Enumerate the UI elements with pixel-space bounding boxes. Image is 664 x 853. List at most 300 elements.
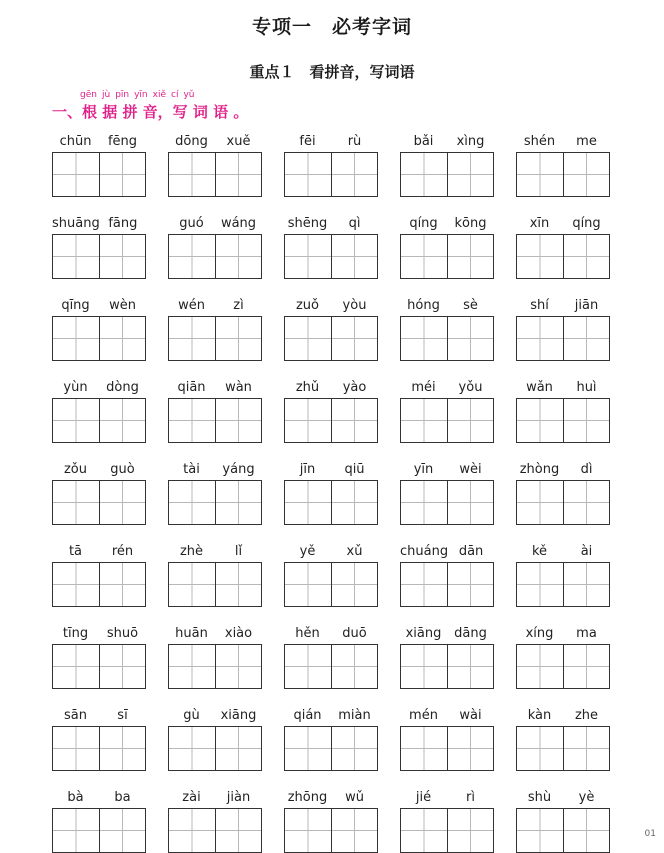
writing-cell[interactable] <box>331 563 378 606</box>
writing-cell[interactable] <box>447 727 494 770</box>
pinyin-syllable: zhe <box>574 708 599 723</box>
pinyin-row <box>516 132 610 150</box>
word-item <box>168 624 262 689</box>
writing-cell[interactable] <box>517 727 563 770</box>
pinyin-syllable: mén <box>409 708 438 723</box>
pinyin-syllable: shí <box>530 298 549 313</box>
writing-cell[interactable] <box>53 317 99 360</box>
pinyin-row <box>284 460 378 478</box>
writing-cell[interactable] <box>215 809 262 852</box>
writing-cell[interactable] <box>401 563 447 606</box>
pinyin-row <box>52 296 146 314</box>
pinyin-syllable: dōng <box>175 134 208 149</box>
writing-cell[interactable] <box>215 317 262 360</box>
pinyin-row <box>168 460 262 478</box>
pinyin-syllable: jié <box>415 790 432 805</box>
word-item <box>516 132 610 197</box>
writing-cell[interactable] <box>53 153 99 196</box>
word-item <box>284 624 378 689</box>
tianzige-boxes <box>400 644 494 689</box>
pinyin-row <box>284 296 378 314</box>
tianzige-boxes <box>284 234 378 279</box>
writing-cell[interactable] <box>285 563 331 606</box>
instruction-pinyin <box>80 90 200 100</box>
pinyin-syllable: wén <box>178 298 205 313</box>
writing-cell[interactable] <box>563 563 610 606</box>
pinyin-row <box>516 296 610 314</box>
pinyin-syllable: zhōng <box>287 790 328 805</box>
tianzige-boxes <box>284 808 378 853</box>
writing-cell[interactable] <box>215 399 262 442</box>
writing-cell[interactable] <box>563 645 610 688</box>
writing-cell[interactable] <box>285 317 331 360</box>
writing-cell[interactable] <box>517 153 563 196</box>
writing-cell[interactable] <box>169 481 215 524</box>
page-number: 01 <box>644 829 656 839</box>
pinyin-syllable: xìng <box>456 134 485 149</box>
pinyin-syllable: tài <box>183 462 200 477</box>
word-item <box>52 460 146 525</box>
writing-cell[interactable] <box>563 481 610 524</box>
writing-cell[interactable] <box>99 809 146 852</box>
pinyin-syllable: xíng <box>525 626 554 641</box>
writing-cell[interactable] <box>401 727 447 770</box>
writing-cell[interactable] <box>401 481 447 524</box>
tianzige-boxes <box>168 316 262 361</box>
pinyin-syllable: wèn <box>109 298 136 313</box>
writing-cell[interactable] <box>215 235 262 278</box>
pinyin-syllable: xiào <box>224 626 253 641</box>
writing-cell[interactable] <box>99 481 146 524</box>
pinyin-row <box>400 624 494 642</box>
pinyin-syllable: fāng <box>108 216 138 231</box>
pinyin-syllable: kōng <box>454 216 487 231</box>
instruction-pinyin-syllable: cí <box>171 90 179 100</box>
writing-cell[interactable] <box>99 399 146 442</box>
writing-cell[interactable] <box>517 317 563 360</box>
writing-cell[interactable] <box>563 235 610 278</box>
pinyin-syllable: qíng <box>409 216 438 231</box>
pinyin-syllable: duō <box>342 626 367 641</box>
pinyin-syllable: zuǒ <box>295 298 320 313</box>
writing-cell[interactable] <box>53 399 99 442</box>
tianzige-boxes <box>284 726 378 771</box>
writing-cell[interactable] <box>99 235 146 278</box>
pinyin-row <box>168 788 262 806</box>
writing-cell[interactable] <box>401 809 447 852</box>
pinyin-syllable: shuō <box>106 626 139 641</box>
pinyin-syllable: gù <box>183 708 200 723</box>
writing-cell[interactable] <box>99 153 146 196</box>
tianzige-boxes <box>168 726 262 771</box>
word-item <box>52 378 146 443</box>
pinyin-row <box>516 214 610 232</box>
writing-cell[interactable] <box>447 645 494 688</box>
tianzige-boxes <box>516 316 610 361</box>
pinyin-syllable: yào <box>342 380 367 395</box>
pinyin-syllable: me <box>576 134 597 149</box>
tianzige-boxes <box>284 480 378 525</box>
pinyin-syllable: bà <box>67 790 84 805</box>
writing-cell[interactable] <box>447 563 494 606</box>
pinyin-syllable: dān <box>458 544 484 559</box>
writing-cell[interactable] <box>285 153 331 196</box>
writing-cell[interactable] <box>169 317 215 360</box>
tianzige-boxes <box>516 480 610 525</box>
pinyin-syllable: yáng <box>222 462 255 477</box>
pinyin-row <box>284 214 378 232</box>
tianzige-boxes <box>400 562 494 607</box>
pinyin-syllable: qián <box>293 708 322 723</box>
pinyin-syllable: wài <box>459 708 482 723</box>
pinyin-row <box>516 460 610 478</box>
writing-cell[interactable] <box>99 727 146 770</box>
pinyin-row <box>168 706 262 724</box>
tianzige-boxes <box>284 398 378 443</box>
pinyin-syllable: hóng <box>407 298 440 313</box>
pinyin-syllable: chuáng <box>400 544 449 559</box>
pinyin-row <box>400 460 494 478</box>
tianzige-boxes <box>516 562 610 607</box>
pinyin-row <box>400 542 494 560</box>
writing-cell[interactable] <box>215 727 262 770</box>
tianzige-boxes <box>400 398 494 443</box>
word-item <box>400 214 494 279</box>
word-item <box>516 296 610 361</box>
pinyin-syllable: qì <box>348 216 361 231</box>
tianzige-boxes <box>52 480 146 525</box>
pinyin-syllable: xuě <box>226 134 251 149</box>
instruction-pinyin-syllable: xiě <box>152 90 167 100</box>
writing-cell[interactable] <box>563 153 610 196</box>
word-item <box>400 624 494 689</box>
pinyin-syllable: zhè <box>179 544 204 559</box>
writing-cell[interactable] <box>401 399 447 442</box>
tianzige-boxes <box>52 398 146 443</box>
writing-cell[interactable] <box>447 153 494 196</box>
tianzige-boxes <box>400 726 494 771</box>
word-item <box>284 460 378 525</box>
word-item <box>516 706 610 771</box>
word-item <box>516 788 610 853</box>
pinyin-syllable: jiàn <box>226 790 251 805</box>
writing-cell[interactable] <box>285 481 331 524</box>
tianzige-boxes <box>168 562 262 607</box>
word-item <box>284 296 378 361</box>
tianzige-boxes <box>516 234 610 279</box>
writing-cell[interactable] <box>563 317 610 360</box>
writing-cell[interactable] <box>563 809 610 852</box>
tianzige-boxes <box>400 234 494 279</box>
writing-cell[interactable] <box>53 809 99 852</box>
word-item <box>168 214 262 279</box>
writing-cell[interactable] <box>331 399 378 442</box>
word-item <box>168 132 262 197</box>
writing-cell[interactable] <box>53 645 99 688</box>
tianzige-boxes <box>400 808 494 853</box>
tianzige-boxes <box>168 480 262 525</box>
writing-cell[interactable] <box>447 317 494 360</box>
pinyin-syllable: xiāng <box>220 708 257 723</box>
word-item <box>284 706 378 771</box>
pinyin-syllable: yě <box>299 544 316 559</box>
pinyin-syllable: wǔ <box>345 790 364 805</box>
writing-cell[interactable] <box>331 235 378 278</box>
writing-cell[interactable] <box>285 809 331 852</box>
tianzige-boxes <box>284 152 378 197</box>
word-item <box>400 788 494 853</box>
writing-cell[interactable] <box>517 563 563 606</box>
pinyin-row <box>400 706 494 724</box>
writing-cell[interactable] <box>331 481 378 524</box>
instruction-pinyin-syllable: yīn <box>134 90 148 100</box>
instruction-pinyin-syllable: gēn <box>80 90 97 100</box>
writing-cell[interactable] <box>517 235 563 278</box>
pinyin-row <box>284 378 378 396</box>
writing-cell[interactable] <box>401 153 447 196</box>
pinyin-syllable: rù <box>347 134 362 149</box>
tianzige-boxes <box>52 644 146 689</box>
word-item <box>400 706 494 771</box>
pinyin-row <box>52 624 146 642</box>
writing-cell[interactable] <box>517 481 563 524</box>
writing-cell[interactable] <box>517 399 563 442</box>
pinyin-syllable: yùn <box>63 380 88 395</box>
writing-cell[interactable] <box>215 153 262 196</box>
tianzige-boxes <box>168 398 262 443</box>
tianzige-boxes <box>168 152 262 197</box>
writing-cell[interactable] <box>99 317 146 360</box>
word-item <box>168 460 262 525</box>
word-item <box>516 460 610 525</box>
pinyin-syllable: wǎn <box>526 380 553 395</box>
word-item <box>400 132 494 197</box>
writing-cell[interactable] <box>169 645 215 688</box>
pinyin-syllable: ba <box>114 790 131 805</box>
writing-cell[interactable] <box>285 399 331 442</box>
pinyin-row <box>168 214 262 232</box>
word-item <box>284 132 378 197</box>
pinyin-syllable: yòu <box>342 298 367 313</box>
pinyin-syllable: zǒu <box>63 462 88 477</box>
writing-cell[interactable] <box>99 563 146 606</box>
pinyin-syllable: sān <box>64 708 87 723</box>
word-item <box>52 296 146 361</box>
instruction-pinyin-syllable: yǔ <box>183 90 195 100</box>
pinyin-row <box>168 132 262 150</box>
writing-cell[interactable] <box>331 809 378 852</box>
word-item <box>52 132 146 197</box>
word-item <box>52 624 146 689</box>
tianzige-boxes <box>168 234 262 279</box>
pinyin-syllable: fēi <box>299 134 316 149</box>
tianzige-boxes <box>52 726 146 771</box>
word-item <box>52 214 146 279</box>
word-item <box>284 788 378 853</box>
word-item <box>284 214 378 279</box>
tianzige-boxes <box>400 152 494 197</box>
pinyin-syllable: ài <box>580 544 593 559</box>
word-item <box>168 542 262 607</box>
writing-cell[interactable] <box>447 481 494 524</box>
writing-cell[interactable] <box>401 235 447 278</box>
writing-cell[interactable] <box>401 317 447 360</box>
pinyin-syllable: fēng <box>107 134 138 149</box>
pinyin-syllable: tā <box>68 544 83 559</box>
writing-cell[interactable] <box>53 235 99 278</box>
pinyin-row <box>52 460 146 478</box>
writing-cell[interactable] <box>285 645 331 688</box>
writing-cell[interactable] <box>99 645 146 688</box>
pinyin-syllable: wàn <box>225 380 252 395</box>
pinyin-row <box>516 624 610 642</box>
pinyin-row <box>52 214 146 232</box>
pinyin-row <box>516 378 610 396</box>
word-item <box>516 378 610 443</box>
writing-cell[interactable] <box>401 645 447 688</box>
word-item <box>516 542 610 607</box>
tianzige-boxes <box>516 152 610 197</box>
page-title: 专项一 必考字词 <box>251 16 412 38</box>
word-item <box>516 214 610 279</box>
pinyin-syllable: jīn <box>299 462 316 477</box>
pinyin-syllable: qíng <box>572 216 601 231</box>
pinyin-syllable: hěn <box>295 626 320 641</box>
writing-cell[interactable] <box>215 563 262 606</box>
pinyin-row <box>52 542 146 560</box>
pinyin-syllable: kàn <box>527 708 552 723</box>
word-item <box>168 788 262 853</box>
word-item <box>52 788 146 853</box>
pinyin-syllable: zài <box>182 790 201 805</box>
writing-cell[interactable] <box>169 153 215 196</box>
pinyin-syllable: ma <box>576 626 597 641</box>
tianzige-boxes <box>52 152 146 197</box>
pinyin-syllable: wáng <box>220 216 257 231</box>
pinyin-row <box>168 296 262 314</box>
pinyin-row <box>52 706 146 724</box>
pinyin-syllable: kě <box>531 544 548 559</box>
tianzige-boxes <box>516 398 610 443</box>
word-item <box>52 542 146 607</box>
pinyin-syllable: huān <box>175 626 208 641</box>
pinyin-row <box>284 706 378 724</box>
writing-cell[interactable] <box>517 809 563 852</box>
pinyin-row <box>168 624 262 642</box>
writing-cell[interactable] <box>53 727 99 770</box>
pinyin-row <box>284 624 378 642</box>
word-item <box>400 460 494 525</box>
tianzige-boxes <box>284 644 378 689</box>
pinyin-syllable: wèi <box>459 462 482 477</box>
pinyin-syllable: qīng <box>61 298 90 313</box>
tianzige-boxes <box>168 808 262 853</box>
pinyin-row <box>52 788 146 806</box>
word-item <box>52 706 146 771</box>
word-item <box>284 378 378 443</box>
writing-cell[interactable] <box>215 481 262 524</box>
pinyin-syllable: dòng <box>106 380 139 395</box>
tianzige-boxes <box>52 316 146 361</box>
writing-cell[interactable] <box>285 235 331 278</box>
tianzige-boxes <box>516 644 610 689</box>
writing-cell[interactable] <box>169 399 215 442</box>
word-item <box>400 542 494 607</box>
pinyin-syllable: zì <box>233 298 244 313</box>
writing-cell[interactable] <box>331 727 378 770</box>
pinyin-row <box>516 706 610 724</box>
pinyin-syllable: xīn <box>529 216 550 231</box>
pinyin-syllable: qiān <box>177 380 206 395</box>
writing-cell[interactable] <box>169 235 215 278</box>
writing-cell[interactable] <box>215 645 262 688</box>
pinyin-syllable: zhòng <box>519 462 560 477</box>
writing-cell[interactable] <box>563 399 610 442</box>
instruction-pinyin-syllable: jù <box>101 90 111 100</box>
pinyin-syllable: rì <box>466 790 475 805</box>
tianzige-boxes <box>516 808 610 853</box>
writing-cell[interactable] <box>447 235 494 278</box>
word-item <box>168 378 262 443</box>
pinyin-syllable: sè <box>463 298 478 313</box>
word-item <box>168 706 262 771</box>
writing-cell[interactable] <box>331 153 378 196</box>
pinyin-row <box>52 378 146 396</box>
pinyin-row <box>400 214 494 232</box>
pinyin-row <box>400 296 494 314</box>
word-item <box>400 296 494 361</box>
pinyin-syllable: jiān <box>574 298 599 313</box>
tianzige-boxes <box>400 480 494 525</box>
pinyin-syllable: zhǔ <box>295 380 320 395</box>
writing-cell[interactable] <box>447 399 494 442</box>
tianzige-boxes <box>284 316 378 361</box>
writing-cell[interactable] <box>169 563 215 606</box>
writing-cell[interactable] <box>169 809 215 852</box>
pinyin-syllable: shuāng <box>52 216 100 231</box>
pinyin-syllable: qiū <box>344 462 365 477</box>
pinyin-syllable: tīng <box>62 626 89 641</box>
writing-cell[interactable] <box>169 727 215 770</box>
pinyin-row <box>168 378 262 396</box>
pinyin-syllable: shēng <box>287 216 328 231</box>
pinyin-syllable: yǒu <box>458 380 483 395</box>
pinyin-row <box>516 542 610 560</box>
tianzige-boxes <box>400 316 494 361</box>
pinyin-syllable: dì <box>580 462 593 477</box>
pinyin-syllable: guó <box>179 216 204 231</box>
pinyin-row <box>284 132 378 150</box>
pinyin-syllable: dāng <box>454 626 487 641</box>
writing-cell[interactable] <box>285 727 331 770</box>
instruction-pinyin-syllable: pīn <box>115 90 130 100</box>
writing-cell[interactable] <box>53 563 99 606</box>
pinyin-row <box>400 788 494 806</box>
writing-cell[interactable] <box>517 645 563 688</box>
pinyin-syllable: rén <box>111 544 134 559</box>
word-item <box>168 296 262 361</box>
pinyin-syllable: sī <box>117 708 128 723</box>
tianzige-boxes <box>52 234 146 279</box>
writing-cell[interactable] <box>331 317 378 360</box>
writing-cell[interactable] <box>53 481 99 524</box>
writing-cell[interactable] <box>563 727 610 770</box>
pinyin-row <box>284 542 378 560</box>
instruction-text: 一、根 据 拼 音，写 词 语 。 <box>52 103 249 121</box>
exercise-grid <box>52 132 614 853</box>
writing-cell[interactable] <box>447 809 494 852</box>
writing-cell[interactable] <box>331 645 378 688</box>
